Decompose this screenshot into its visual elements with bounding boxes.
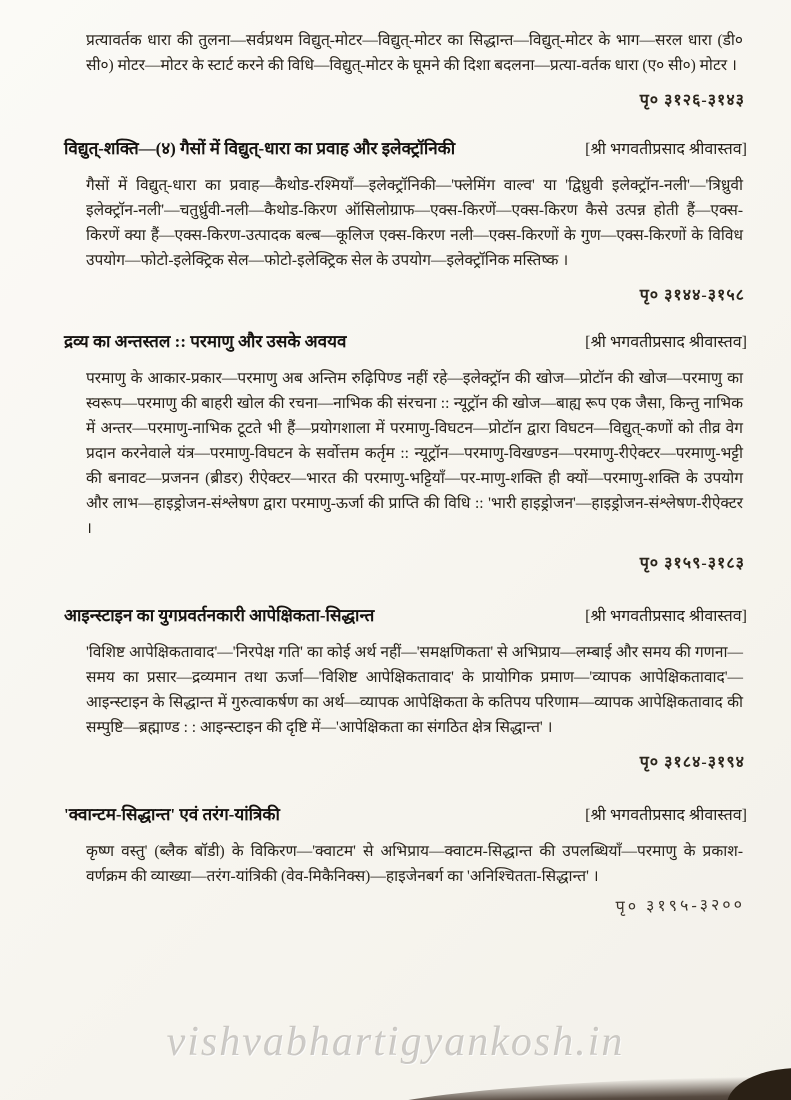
section-body: 'विशिष्ट आपेक्षिकतावाद'—'निरपेक्ष गति' का कोई अर्थ नहीं—'समक्षणिकता' से अभिप्राय—लम्बाई और समय की गणना—समय का प्रसार—द्रव्यमान तथा ऊर्जा—'विशिष्ट आपेक्षिकतावाद' के प्रायोगिक प्रमाण—'व्यापक आपेक्षिकतावाद'—आइन्स्टाइन के सिद्धान्त में गुरुत्वाकर्षण का अर्थ—व्यापक आपेक्षिकता के कतिपय परिणाम—व्यापक आपेक्षिकतावाद की सम्पुष्टि—ब्रह्माण्ड : : आइन्स्टाइन की दृष्टि में—'आपेक्षिकता का संगठित क्षेत्र सिद्धान्त' । xyxy=(86,644,743,736)
section-author: [श्री भगवतीप्रसाद श्रीवास्तव] xyxy=(585,141,747,158)
section-body: परमाणु के आकार-प्रकार—परमाणु अब अन्तिम रुढ़िपिण्ड नहीं रहे—इलेक्ट्रॉन की खोज—प्रोटॉन की खोज—परमाणु का स्वरूप—परमाणु की बाहरी खोल की रचना—नाभिक की संरचना :: न्यूट्रॉन की खोज—बाह्य रूप एक जैसा, किन्तु नाभिक में अन्तर—परमाणु-नाभिक टूटते भी हैं—प्रयोगशाला में परमाणु-विघटन—प्रोटॉन द्वारा विघटन—विद्युत्-कणों को तीव्र वेग प्रदान करनेवाले यंत्र—परमाणु-विघटन के सर्वोत्तम कर्तृम :: न्यूट्रॉन—परमाणु-विखण्डन—परमाणु-रीऐक्टर—परमाणु-भट्टी की बनावट—प्रजनन (ब्रीडर) रीऐक्टर—भारत की परमाणु-भट्टियाँ—पर-माणु-शक्ति ही क्यों—परमाणु-शक्ति के उपयोग और लाभ—हाइड्रोजन-संश्लेषण द्वारा परमाणु-ऊर्जा की प्राप्ति की विधि :: 'भारी हाइड्रोजन'—हाइड्रोजन-संश्लेषण-रीऐक्टर । xyxy=(86,370,743,537)
watermark: vishvabhartigyankosh.in xyxy=(166,1019,625,1065)
section-page-ref: पृ० ३१५९-३१८३ xyxy=(639,555,745,572)
section-page-ref: पृ० ३१९५-३२०० xyxy=(615,896,746,916)
section-title: आइन्स्टाइन का युगप्रवर्तनकारी आपेक्षिकता-सिद्धान्त xyxy=(64,606,375,625)
section-title: 'क्वान्टम-सिद्धान्त' एवं तरंग-यांत्रिकी xyxy=(64,805,280,824)
section-author: [श्री भगवतीप्रसाद श्रीवास्तव] xyxy=(585,608,747,625)
intro-paragraph: प्रत्यावर्तक धारा की तुलना—सर्वप्रथम विद्युत्-मोटर—विद्युत्-मोटर का सिद्धान्त—विद्युत्-मोटर के भाग—सरल धारा (डी० सी०) मोटर—मोटर के स्टार्ट करने की विधि—विद्युत्-मोटर के घूमने की दिशा बदलना—प्रत्या-वर्तक धारा (ए० सी०) मोटर । xyxy=(86,32,743,74)
section-author: [श्री भगवतीप्रसाद श्रीवास्तव] xyxy=(585,807,747,824)
toc-section xyxy=(0,603,791,772)
toc-section xyxy=(0,802,791,921)
section-title: विद्युत्-शक्ति—(४) गैसों में विद्युत्-धारा का प्रवाह और इलेक्ट्रॉनिकी xyxy=(64,139,456,158)
section-page-ref: पृ० ३१८४-३१९४ xyxy=(639,754,745,771)
section-body: कृष्ण वस्तु' (ब्लैक बॉडी) के विकिरण—'क्वाटम' से अभिप्राय—क्वाटम-सिद्धान्त की उपलब्धियाँ—परमाणु के प्रकाश-वर्णक्रम की व्याख्या—तरंग-यांत्रिकी (वेव-मिकैनिक्स)—हाइजेनबर्ग का 'अनिश्चितता-सिद्धान्त' । xyxy=(86,843,743,885)
scan-dark-edge xyxy=(360,1075,791,1100)
section-author: [श्री भगवतीप्रसाद श्रीवास्तव] xyxy=(585,334,747,351)
section-title: द्रव्य का अन्तस्तल :: परमाणु और उसके अवयव xyxy=(64,332,347,351)
section-page-ref: पृ० ३१४४-३१५८ xyxy=(639,287,745,304)
intro-page-ref: पृ० ३१२६-३१४३ xyxy=(639,92,745,109)
toc-section xyxy=(0,329,791,573)
toc-section xyxy=(0,136,791,305)
section-body: गैसों में विद्युत्-धारा का प्रवाह—कैथोड-रश्मियाँ—इलेक्ट्रॉनिकी—'फ्लेमिंग वाल्व' या 'द्विध्रुवी इलेक्ट्रॉन-नली'—'त्रिध्रुवी इलेक्ट्रॉन-नली'—चतुर्ध्रुवी-नली—कैथोड-किरण ऑसिलोग्राफ—एक्स-किरणें—एक्स-किरण कैसे उत्पन्न होती हैं—एक्स-किरणें क्या हैं—एक्स-किरण-उत्पादक बल्ब—कूलिज एक्स-किरण नली—एक्स-किरणों के गुण—एक्स-किरणों के विविध उपयोग—फोटो-इलेक्ट्रिक सेल—फोटो-इलेक्ट्रिक सेल के उपयोग—इलेक्ट्रॉनिक मस्तिष्क । xyxy=(86,177,743,269)
